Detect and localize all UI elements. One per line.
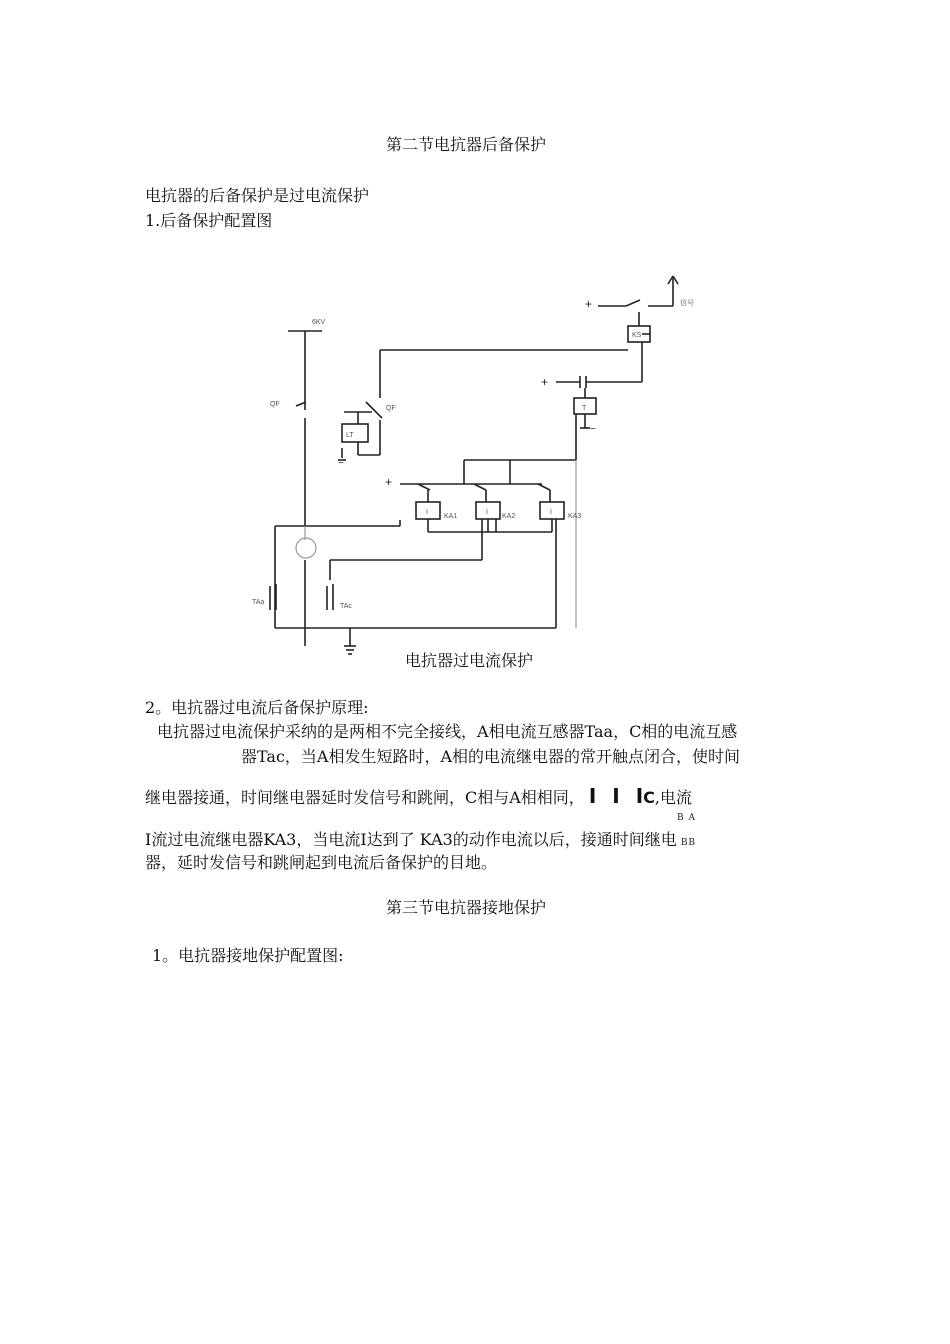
qf-left-label: QF	[270, 401, 280, 408]
section3-title: 第三节电抗器接地保护	[386, 898, 547, 917]
principle-line5: 器，延时发信号和跳闸起到电流后备保护的目地。	[145, 853, 498, 872]
plus-label-2: +	[541, 375, 549, 389]
minus-label-1: −	[338, 458, 344, 469]
principle-line3-text: 继电器接通，时间继电器延时发信号和跳闸，C相与A相相同，	[145, 788, 585, 807]
plus-label-3: +	[385, 475, 393, 489]
t-box-label: T	[582, 405, 587, 412]
plus-label-1: +	[585, 297, 593, 311]
ka-box1-label: I	[426, 509, 428, 516]
signal-label: 信号	[680, 300, 694, 307]
principle-line1: 电抗器过电流保护采纳的是两相不完全接线，A相电流互感器Taa，C相的电流互感	[157, 722, 738, 741]
ka3-label: KA3	[568, 513, 582, 520]
principle-line4	[145, 830, 696, 853]
section3-item1: 1。电抗器接地保护配置图:	[152, 946, 344, 965]
current-symbol-c: C	[643, 788, 655, 807]
ka-box3-label: I	[550, 509, 552, 516]
ks-label: KS	[632, 332, 642, 339]
taa-label: TAa	[252, 599, 265, 606]
current-symbol-1: I	[588, 784, 597, 808]
diagram-caption: 电抗器过电流保护	[405, 651, 534, 670]
principle-line3	[145, 786, 692, 808]
lt-label: LT	[346, 432, 354, 439]
section2-title: 第二节电抗器后备保护	[386, 135, 547, 154]
qf-right-label: QF	[386, 405, 396, 412]
section2-intro: 电抗器的后备保护是过电流保护	[145, 186, 370, 205]
subscript-bb: BB	[680, 838, 697, 848]
current-symbol-3: I	[635, 784, 644, 808]
principle-line4-text: I流过电流继电器KA3，当电流I达到了 KA3的动作电流以后，接通时间继电	[145, 830, 677, 849]
principle-line2: 器Tac，当A相发生短路时，A相的电流继电器的常开触点闭合，使时间	[241, 747, 741, 766]
principle-line3-end: ,电流	[654, 788, 693, 807]
principle-heading: 2。电抗器过电流后备保护原理:	[145, 698, 369, 717]
ka-box2-label: I	[486, 509, 488, 516]
ka2-label: KA2	[502, 513, 516, 520]
minus-label-2: −	[590, 424, 596, 435]
kv-label: 6KV	[312, 319, 326, 326]
ka1-label: KA1	[444, 513, 458, 520]
subscript-ba: B A	[677, 813, 696, 823]
tac-label: TAc	[340, 603, 352, 610]
current-symbol-2: I	[612, 784, 620, 808]
section2-item1: 1.后备保护配置图	[145, 211, 273, 230]
